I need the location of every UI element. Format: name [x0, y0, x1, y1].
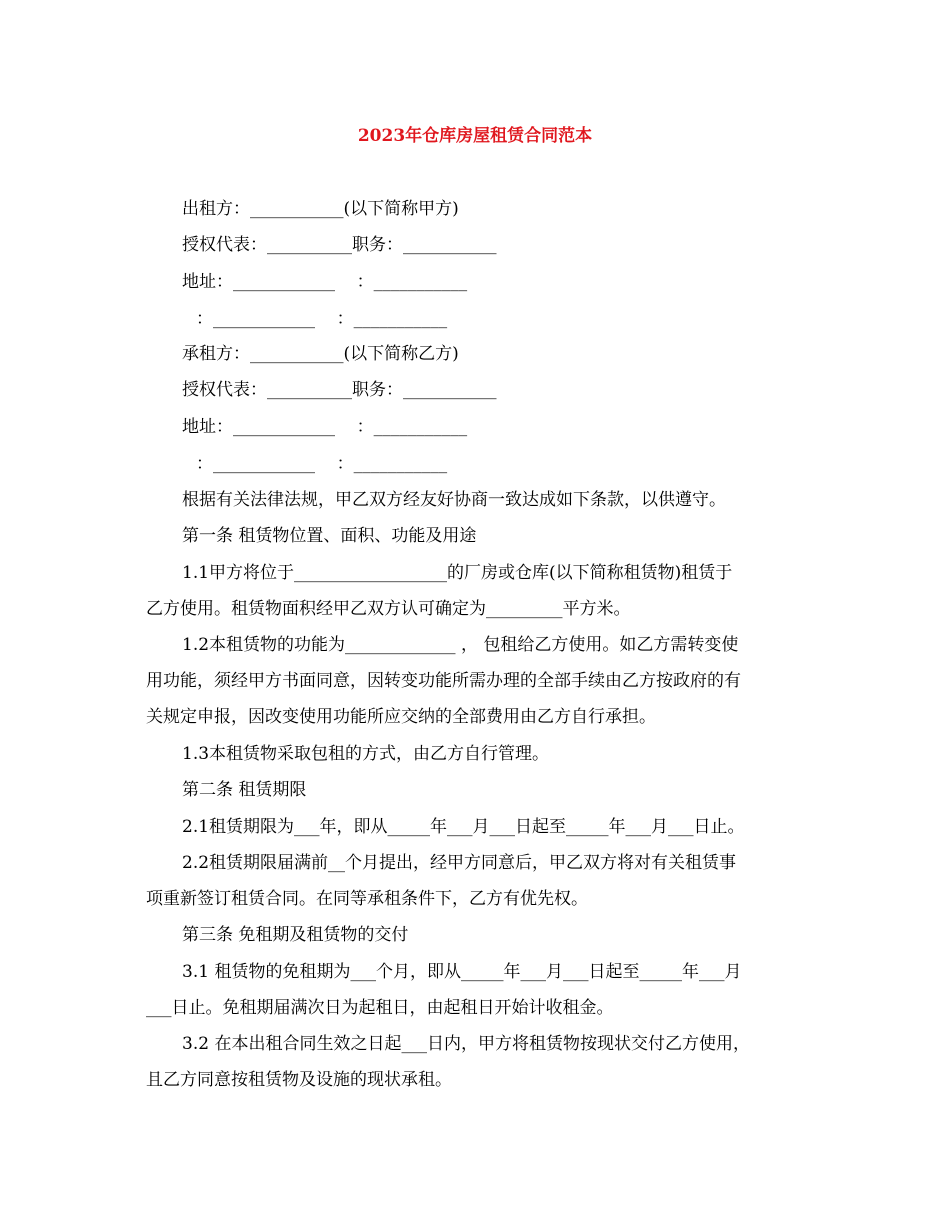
- clause-1-1-line-2: 乙方使用。租赁物面积经甲乙双方认可确定为_________平方米。: [146, 599, 631, 619]
- preamble-paragraph: 根据有关法律法规，甲乙双方经友好协商一致达成如下条款，以供遵守。: [182, 490, 726, 510]
- lessor-contact-line: ：____________ ：___________: [196, 309, 448, 329]
- clause-2-2-line-2: 项重新签订租赁合同。在同等承租条件下，乙方有优先权。: [146, 889, 588, 909]
- document-title: 2023年仓库房屋租赁合同范本: [357, 126, 593, 146]
- clause-2-2-line-1: 2.2租赁期限届满前__个月提出，经甲方同意后，甲乙双方将对有关租赁事: [182, 853, 737, 873]
- lessor-representative-line: 授权代表：__________职务：___________: [182, 235, 497, 255]
- clause-1-2-line-3: 关规定申报，因改变使用功能所应交纳的全部费用由乙方自行承担。: [146, 707, 656, 727]
- lessor-address-line: 地址：____________ ：___________: [182, 272, 468, 292]
- lessee-line: 承租方：___________(以下简称乙方): [182, 344, 459, 364]
- clause-3-2-line-2: 且乙方同意按租赁物及设施的现状承租。: [146, 1070, 452, 1090]
- lessee-address-line: 地址：____________ ：___________: [182, 417, 468, 437]
- lessee-contact-line: ：____________ ：___________: [196, 454, 448, 474]
- clause-2-1: 2.1租赁期限为___年，即从_____年___月___日起至_____年___月___日止。: [182, 817, 745, 837]
- article-2-heading: 第二条 租赁期限: [182, 780, 307, 800]
- article-3-heading: 第三条 免租期及租赁物的交付: [182, 925, 409, 945]
- lessor-line: 出租方：___________(以下简称甲方): [182, 199, 459, 219]
- clause-1-2-line-1: 1.2本租赁物的功能为_____________ ， 包租给乙方使用。如乙方需转变使: [182, 635, 739, 655]
- clause-1-3: 1.3本租赁物采取包租的方式，由乙方自行管理。: [182, 744, 550, 764]
- lessee-representative-line: 授权代表：__________职务：___________: [182, 380, 497, 400]
- article-1-heading: 第一条 租赁物位置、面积、功能及用途: [182, 526, 477, 546]
- clause-1-1-line-1: 1.1甲方将位于__________________的厂房或仓库(以下简称租赁物)租赁于: [182, 563, 733, 583]
- clause-1-2-line-2: 用功能，须经甲方书面同意，因转变功能所需办理的全部手续由乙方按政府的有: [146, 671, 741, 691]
- clause-3-2-line-1: 3.2 在本出租合同生效之日起___日内，甲方将租赁物按现状交付乙方使用，: [182, 1034, 750, 1054]
- clause-3-1-line-1: 3.1 租赁物的免租期为___个月，即从_____年___月___日起至_____年___月: [182, 962, 742, 982]
- clause-3-1-line-2: ___日止。免租期届满次日为起租日，由起租日开始计收租金。: [146, 998, 614, 1018]
